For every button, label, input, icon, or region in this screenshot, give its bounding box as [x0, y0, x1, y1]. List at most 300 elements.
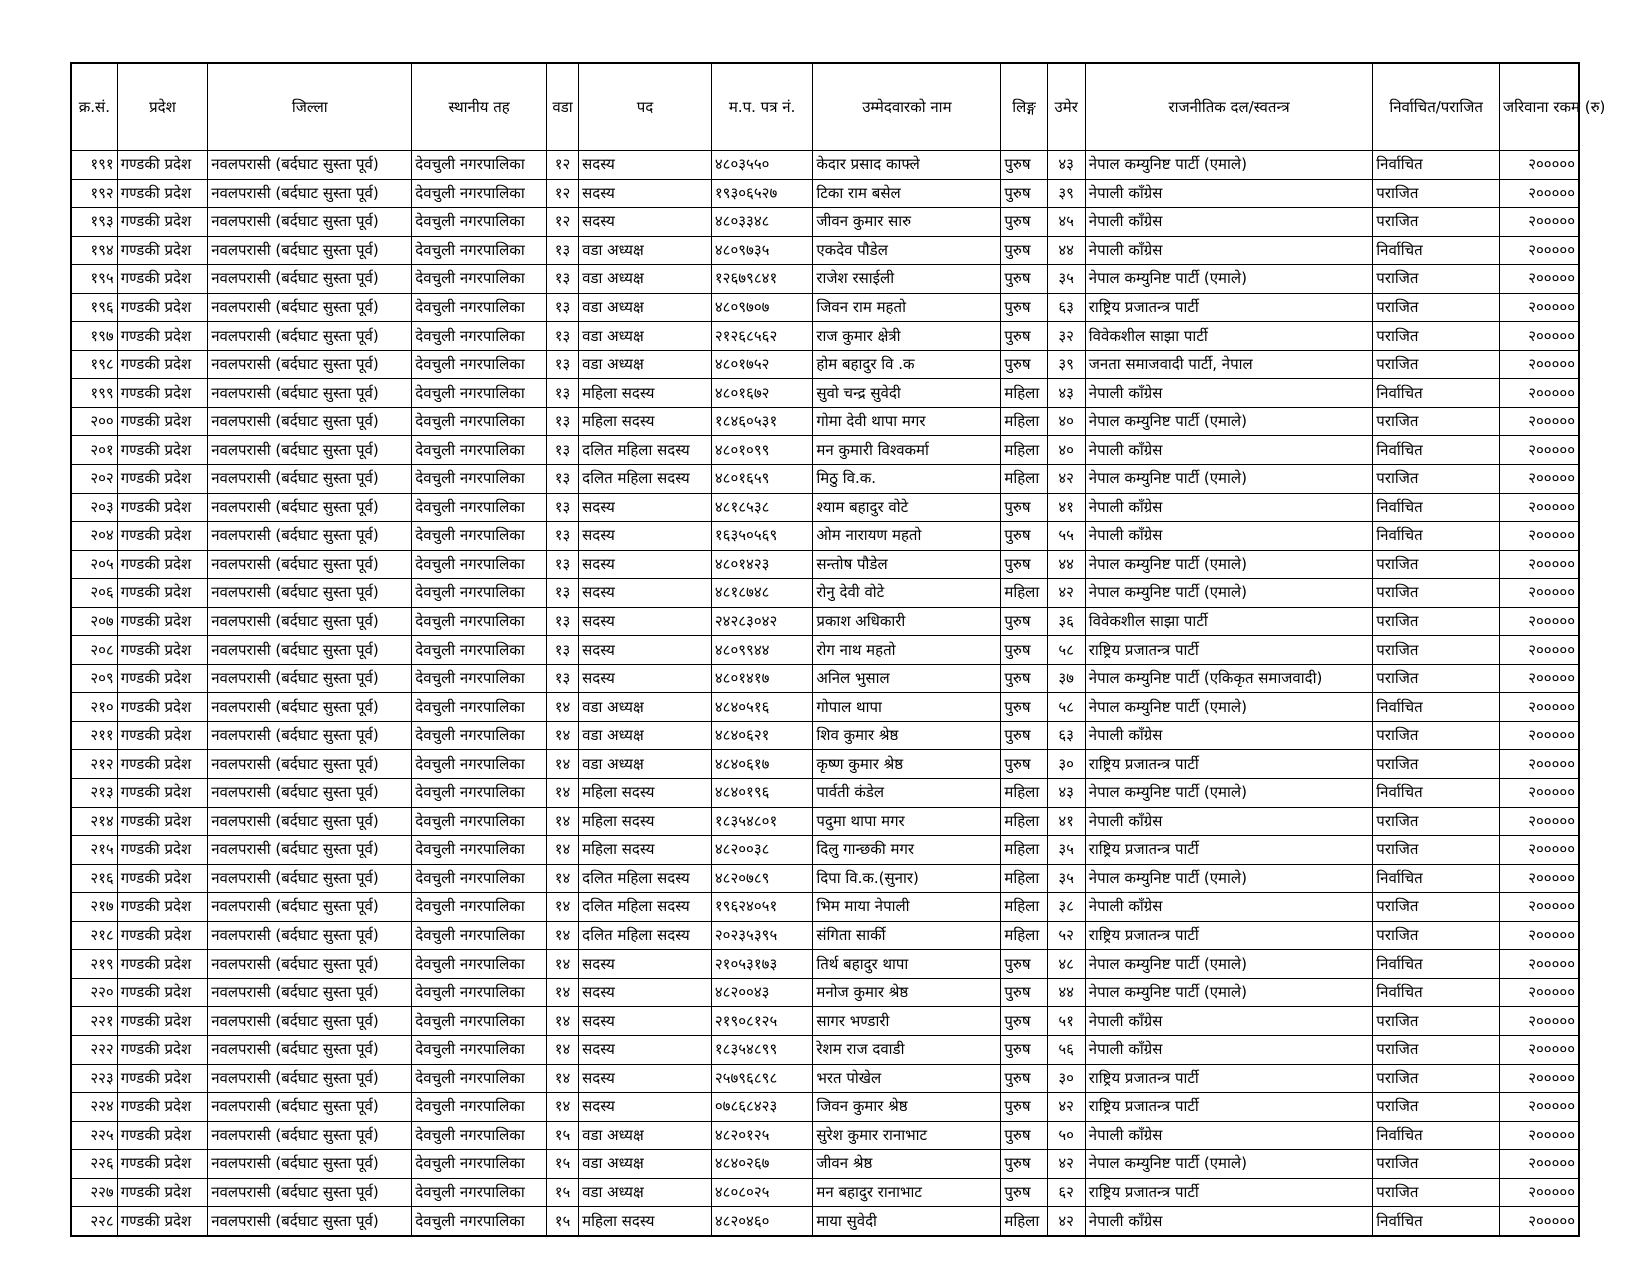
gender-cell: पुरुष	[1001, 664, 1047, 693]
post-cell: वडा अध्यक्ष	[579, 721, 712, 750]
province-cell: गण्डकी प्रदेश	[117, 493, 207, 522]
province-cell: गण्डकी प्रदेश	[117, 322, 207, 351]
result-cell: पराजित	[1373, 465, 1500, 494]
gender-cell: पुरुष	[1001, 1007, 1047, 1036]
gender-cell: पुरुष	[1001, 522, 1047, 551]
local-level-cell: देवचुली नगरपालिका	[412, 1121, 547, 1150]
result-cell: पराजित	[1373, 807, 1500, 836]
fine-amount-cell: २०००००	[1499, 978, 1579, 1007]
candidate-name-cell: सागर भण्डारी	[813, 1007, 1001, 1036]
age-cell: ४२	[1047, 579, 1085, 608]
district-cell: नवलपरासी (बर्दघाट सुस्ता पूर्व)	[208, 350, 412, 379]
ward-cell: १४	[546, 1093, 578, 1122]
ward-cell: १३	[546, 322, 578, 351]
age-cell: ४०	[1047, 407, 1085, 436]
candidate-name-cell: टिका राम बसेल	[813, 179, 1001, 208]
ballot-no-cell: १९३०६५२७	[711, 179, 813, 208]
serial-cell: २११	[71, 721, 117, 750]
result-cell: पराजित	[1373, 407, 1500, 436]
fine-amount-cell: २०००००	[1499, 1207, 1579, 1236]
result-cell: निर्वाचित	[1373, 522, 1500, 551]
result-cell: पराजित	[1373, 664, 1500, 693]
post-cell: सदस्य	[579, 579, 712, 608]
local-level-cell: देवचुली नगरपालिका	[412, 807, 547, 836]
gender-cell: पुरुष	[1001, 151, 1047, 180]
age-cell: ४३	[1047, 779, 1085, 808]
candidate-name-cell: केदार प्रसाद काफ्ले	[813, 151, 1001, 180]
ballot-no-cell: ४८२००३८	[711, 836, 813, 865]
ward-cell: १२	[546, 151, 578, 180]
serial-cell: १९३	[71, 208, 117, 237]
post-cell: महिला सदस्य	[579, 1207, 712, 1236]
result-cell: निर्वाचित	[1373, 864, 1500, 893]
candidate-name-cell: दिपा वि.क.(सुनार)	[813, 864, 1001, 893]
result-cell: निर्वाचित	[1373, 950, 1500, 979]
local-level-cell: देवचुली नगरपालिका	[412, 379, 547, 408]
age-cell: ३६	[1047, 607, 1085, 636]
age-cell: ४०	[1047, 436, 1085, 465]
post-cell: महिला सदस्य	[579, 407, 712, 436]
serial-cell: १९७	[71, 322, 117, 351]
ballot-no-cell: १९६२४०५१	[711, 893, 813, 922]
fine-amount-cell: २०००००	[1499, 1178, 1579, 1207]
table-row	[71, 693, 1579, 722]
ballot-no-cell: १८३५४८९९	[711, 1035, 813, 1064]
age-cell: ३०	[1047, 750, 1085, 779]
province-cell: गण्डकी प्रदेश	[117, 693, 207, 722]
table-row	[71, 407, 1579, 436]
party-cell: नेपाल कम्युनिष्ट पार्टी (एमाले)	[1085, 864, 1373, 893]
fine-amount-cell: २०००००	[1499, 379, 1579, 408]
party-cell: नेपाली काँग्रेस	[1085, 807, 1373, 836]
ballot-no-cell: ४८०३३४८	[711, 208, 813, 237]
ward-cell: १४	[546, 950, 578, 979]
candidate-name-cell: जिवन राम महतो	[813, 293, 1001, 322]
district-cell: नवलपरासी (बर्दघाट सुस्ता पूर्व)	[208, 836, 412, 865]
post-cell: सदस्य	[579, 151, 712, 180]
age-cell: ४१	[1047, 493, 1085, 522]
age-cell: ६३	[1047, 293, 1085, 322]
ballot-no-cell: ४८०९७०७	[711, 293, 813, 322]
post-cell: वडा अध्यक्ष	[579, 1150, 712, 1179]
fine-amount-cell: २०००००	[1499, 322, 1579, 351]
post-cell: वडा अध्यक्ष	[579, 1121, 712, 1150]
serial-cell: १९२	[71, 179, 117, 208]
table-row	[71, 322, 1579, 351]
candidate-name-cell: भिम माया नेपाली	[813, 893, 1001, 922]
local-level-cell: देवचुली नगरपालिका	[412, 750, 547, 779]
party-cell: राष्ट्रिय प्रजातन्त्र पार्टी	[1085, 836, 1373, 865]
table-row	[71, 893, 1579, 922]
result-cell: निर्वाचित	[1373, 493, 1500, 522]
serial-cell: २१६	[71, 864, 117, 893]
party-cell: नेपाल कम्युनिष्ट पार्टी (एमाले)	[1085, 151, 1373, 180]
serial-cell: २२२	[71, 1035, 117, 1064]
age-cell: ३५	[1047, 864, 1085, 893]
serial-cell: २०७	[71, 607, 117, 636]
fine-amount-cell: २०००००	[1499, 579, 1579, 608]
district-cell: नवलपरासी (बर्दघाट सुस्ता पूर्व)	[208, 151, 412, 180]
province-cell: गण्डकी प्रदेश	[117, 579, 207, 608]
serial-cell: १९१	[71, 151, 117, 180]
gender-cell: पुरुष	[1001, 750, 1047, 779]
fine-amount-cell: २०००००	[1499, 607, 1579, 636]
col-ballot-no-header: म.प. पत्र नं.	[711, 63, 813, 151]
ward-cell: १४	[546, 836, 578, 865]
serial-cell: २०२	[71, 465, 117, 494]
gender-cell: पुरुष	[1001, 236, 1047, 265]
ward-cell: १३	[546, 350, 578, 379]
province-cell: गण्डकी प्रदेश	[117, 1207, 207, 1236]
ward-cell: १३	[546, 293, 578, 322]
party-cell: नेपाल कम्युनिष्ट पार्टी (एमाले)	[1085, 465, 1373, 494]
district-cell: नवलपरासी (बर्दघाट सुस्ता पूर्व)	[208, 693, 412, 722]
ballot-no-cell: १२६७९८४१	[711, 265, 813, 294]
district-cell: नवलपरासी (बर्दघाट सुस्ता पूर्व)	[208, 179, 412, 208]
serial-cell: २०५	[71, 550, 117, 579]
result-cell: निर्वाचित	[1373, 436, 1500, 465]
result-cell: निर्वाचित	[1373, 693, 1500, 722]
gender-cell: पुरुष	[1001, 1035, 1047, 1064]
serial-cell: २००	[71, 407, 117, 436]
serial-cell: २२३	[71, 1064, 117, 1093]
candidate-name-cell: दिलु गान्छकी मगर	[813, 836, 1001, 865]
province-cell: गण्डकी प्रदेश	[117, 607, 207, 636]
ballot-no-cell: २४२८३०४२	[711, 607, 813, 636]
ward-cell: १४	[546, 864, 578, 893]
district-cell: नवलपरासी (बर्दघाट सुस्ता पूर्व)	[208, 1007, 412, 1036]
ballot-no-cell: ४८२०१२५	[711, 1121, 813, 1150]
district-cell: नवलपरासी (बर्दघाट सुस्ता पूर्व)	[208, 807, 412, 836]
ward-cell: १४	[546, 978, 578, 1007]
ballot-no-cell: ४८०१६५९	[711, 465, 813, 494]
gender-cell: महिला	[1001, 436, 1047, 465]
result-cell: निर्वाचित	[1373, 236, 1500, 265]
ballot-no-cell: ४८४०६१७	[711, 750, 813, 779]
post-cell: वडा अध्यक्ष	[579, 750, 712, 779]
district-cell: नवलपरासी (बर्दघाट सुस्ता पूर्व)	[208, 750, 412, 779]
ward-cell: १५	[546, 1121, 578, 1150]
party-cell: नेपाली काँग्रेस	[1085, 522, 1373, 551]
result-cell: निर्वाचित	[1373, 779, 1500, 808]
age-cell: ४८	[1047, 950, 1085, 979]
party-cell: नेपाल कम्युनिष्ट पार्टी (एमाले)	[1085, 950, 1373, 979]
candidate-name-cell: पार्वती कंडेल	[813, 779, 1001, 808]
ballot-no-cell: ४८४०१९६	[711, 779, 813, 808]
province-cell: गण्डकी प्रदेश	[117, 1007, 207, 1036]
candidate-name-cell: अनिल भुसाल	[813, 664, 1001, 693]
results-table	[70, 62, 1606, 1237]
age-cell: ५०	[1047, 1121, 1085, 1150]
header-row	[71, 63, 1579, 151]
serial-cell: २१८	[71, 921, 117, 950]
post-cell: सदस्य	[579, 522, 712, 551]
serial-cell: २०४	[71, 522, 117, 551]
post-cell: वडा अध्यक्ष	[579, 293, 712, 322]
serial-cell: २२६	[71, 1150, 117, 1179]
age-cell: ४४	[1047, 236, 1085, 265]
post-cell: सदस्य	[579, 208, 712, 237]
province-cell: गण्डकी प्रदेश	[117, 265, 207, 294]
fine-amount-cell: २०००००	[1499, 208, 1579, 237]
district-cell: नवलपरासी (बर्दघाट सुस्ता पूर्व)	[208, 1207, 412, 1236]
result-cell: पराजित	[1373, 1035, 1500, 1064]
local-level-cell: देवचुली नगरपालिका	[412, 522, 547, 551]
result-cell: पराजित	[1373, 1178, 1500, 1207]
serial-cell: २१७	[71, 893, 117, 922]
ballot-no-cell: ४८०१०९९	[711, 436, 813, 465]
serial-cell: १९५	[71, 265, 117, 294]
district-cell: नवलपरासी (बर्दघाट सुस्ता पूर्व)	[208, 208, 412, 237]
candidate-name-cell: होम बहादुर वि .क	[813, 350, 1001, 379]
gender-cell: महिला	[1001, 407, 1047, 436]
age-cell: ४४	[1047, 978, 1085, 1007]
gender-cell: महिला	[1001, 465, 1047, 494]
result-cell: पराजित	[1373, 721, 1500, 750]
age-cell: ६३	[1047, 721, 1085, 750]
table-row	[71, 1150, 1579, 1179]
post-cell: वडा अध्यक्ष	[579, 350, 712, 379]
candidate-name-cell: श्याम बहादुर वोटे	[813, 493, 1001, 522]
post-cell: महिला सदस्य	[579, 807, 712, 836]
party-cell: नेपाल कम्युनिष्ट पार्टी (एमाले)	[1085, 550, 1373, 579]
table-row	[71, 1121, 1579, 1150]
local-level-cell: देवचुली नगरपालिका	[412, 893, 547, 922]
table-row	[71, 208, 1579, 237]
fine-amount-cell: २०००००	[1499, 893, 1579, 922]
local-level-cell: देवचुली नगरपालिका	[412, 465, 547, 494]
district-cell: नवलपरासी (बर्दघाट सुस्ता पूर्व)	[208, 607, 412, 636]
local-level-cell: देवचुली नगरपालिका	[412, 864, 547, 893]
party-cell: राष्ट्रिय प्रजातन्त्र पार्टी	[1085, 1064, 1373, 1093]
serial-cell: २०३	[71, 493, 117, 522]
result-cell: निर्वाचित	[1373, 1121, 1500, 1150]
province-cell: गण्डकी प्रदेश	[117, 779, 207, 808]
ballot-no-cell: २१९०८१२५	[711, 1007, 813, 1036]
age-cell: ४२	[1047, 1207, 1085, 1236]
post-cell: महिला सदस्य	[579, 836, 712, 865]
gender-cell: पुरुष	[1001, 350, 1047, 379]
ward-cell: १४	[546, 893, 578, 922]
local-level-cell: देवचुली नगरपालिका	[412, 436, 547, 465]
candidate-name-cell: सुवो चन्द्र सुवेदी	[813, 379, 1001, 408]
ward-cell: १४	[546, 921, 578, 950]
fine-amount-cell: २०००००	[1499, 836, 1579, 865]
province-cell: गण्डकी प्रदेश	[117, 465, 207, 494]
table-row	[71, 636, 1579, 665]
table-row	[71, 779, 1579, 808]
age-cell: ३९	[1047, 179, 1085, 208]
candidate-name-cell: जिवन कुमार श्रेष्ठ	[813, 1093, 1001, 1122]
party-cell: नेपाल कम्युनिष्ट पार्टी (एमाले)	[1085, 407, 1373, 436]
party-cell: नेपाली काँग्रेस	[1085, 436, 1373, 465]
post-cell: सदस्य	[579, 978, 712, 1007]
ward-cell: १४	[546, 1007, 578, 1036]
district-cell: नवलपरासी (बर्दघाट सुस्ता पूर्व)	[208, 1121, 412, 1150]
fine-amount-cell: २०००००	[1499, 151, 1579, 180]
serial-cell: २२१	[71, 1007, 117, 1036]
ward-cell: १३	[546, 636, 578, 665]
district-cell: नवलपरासी (बर्दघाट सुस्ता पूर्व)	[208, 1064, 412, 1093]
ward-cell: १४	[546, 693, 578, 722]
candidate-name-cell: राज कुमार क्षेत्री	[813, 322, 1001, 351]
province-cell: गण्डकी प्रदेश	[117, 293, 207, 322]
local-level-cell: देवचुली नगरपालिका	[412, 493, 547, 522]
col-province-header: प्रदेश	[117, 63, 207, 151]
post-cell: सदस्य	[579, 636, 712, 665]
province-cell: गण्डकी प्रदेश	[117, 550, 207, 579]
age-cell: ३७	[1047, 664, 1085, 693]
local-level-cell: देवचुली नगरपालिका	[412, 208, 547, 237]
party-cell: विवेकशील साझा पार्टी	[1085, 322, 1373, 351]
local-level-cell: देवचुली नगरपालिका	[412, 1064, 547, 1093]
fine-amount-cell: २०००००	[1499, 1093, 1579, 1122]
ballot-no-cell: ४८१८५३८	[711, 493, 813, 522]
ward-cell: १३	[546, 379, 578, 408]
district-cell: नवलपरासी (बर्दघाट सुस्ता पूर्व)	[208, 293, 412, 322]
result-cell: निर्वाचित	[1373, 1207, 1500, 1236]
party-cell: नेपाली काँग्रेस	[1085, 1207, 1373, 1236]
gender-cell: पुरुष	[1001, 1064, 1047, 1093]
table-row	[71, 350, 1579, 379]
fine-amount-cell: २०००००	[1499, 779, 1579, 808]
table-body	[71, 151, 1579, 1236]
fine-amount-cell: २०००००	[1499, 636, 1579, 665]
table-row	[71, 950, 1579, 979]
age-cell: ६२	[1047, 1178, 1085, 1207]
result-cell: पराजित	[1373, 921, 1500, 950]
local-level-cell: देवचुली नगरपालिका	[412, 236, 547, 265]
gender-cell: महिला	[1001, 807, 1047, 836]
serial-cell: २०६	[71, 579, 117, 608]
serial-cell: १९९	[71, 379, 117, 408]
age-cell: ४१	[1047, 807, 1085, 836]
district-cell: नवलपरासी (बर्दघाट सुस्ता पूर्व)	[208, 921, 412, 950]
ward-cell: १५	[546, 1178, 578, 1207]
party-cell: जनता समाजवादी पार्टी, नेपाल	[1085, 350, 1373, 379]
result-cell: पराजित	[1373, 836, 1500, 865]
province-cell: गण्डकी प्रदेश	[117, 350, 207, 379]
age-cell: ३५	[1047, 265, 1085, 294]
post-cell: सदस्य	[579, 607, 712, 636]
col-gender-header: लिङ्ग	[1001, 63, 1047, 151]
ballot-no-cell: १८३५४८०१	[711, 807, 813, 836]
fine-amount-cell: २०००००	[1499, 1035, 1579, 1064]
province-cell: गण्डकी प्रदेश	[117, 436, 207, 465]
candidate-name-cell: संगिता सार्की	[813, 921, 1001, 950]
district-cell: नवलपरासी (बर्दघाट सुस्ता पूर्व)	[208, 1150, 412, 1179]
fine-amount-cell: २०००००	[1499, 265, 1579, 294]
local-level-cell: देवचुली नगरपालिका	[412, 721, 547, 750]
table-row	[71, 836, 1579, 865]
candidate-name-cell: जीवन कुमार सारु	[813, 208, 1001, 237]
district-cell: नवलपरासी (बर्दघाट सुस्ता पूर्व)	[208, 493, 412, 522]
gender-cell: पुरुष	[1001, 293, 1047, 322]
party-cell: नेपाली काँग्रेस	[1085, 379, 1373, 408]
result-cell: पराजित	[1373, 636, 1500, 665]
gender-cell: पुरुष	[1001, 1178, 1047, 1207]
party-cell: नेपाल कम्युनिष्ट पार्टी (एमाले)	[1085, 265, 1373, 294]
gender-cell: पुरुष	[1001, 1121, 1047, 1150]
gender-cell: पुरुष	[1001, 950, 1047, 979]
age-cell: ३८	[1047, 893, 1085, 922]
table-row	[71, 864, 1579, 893]
party-cell: राष्ट्रिय प्रजातन्त्र पार्टी	[1085, 293, 1373, 322]
table-row	[71, 721, 1579, 750]
post-cell: वडा अध्यक्ष	[579, 322, 712, 351]
serial-cell: २२७	[71, 1178, 117, 1207]
province-cell: गण्डकी प्रदेश	[117, 208, 207, 237]
ward-cell: १३	[546, 236, 578, 265]
party-cell: नेपाल कम्युनिष्ट पार्टी (एमाले)	[1085, 1150, 1373, 1179]
gender-cell: पुरुष	[1001, 607, 1047, 636]
ward-cell: १३	[546, 522, 578, 551]
table-row	[71, 1064, 1579, 1093]
party-cell: नेपाली काँग्रेस	[1085, 893, 1373, 922]
ballot-no-cell: ४८०९७३५	[711, 236, 813, 265]
gender-cell: पुरुष	[1001, 636, 1047, 665]
post-cell: सदस्य	[579, 1093, 712, 1122]
fine-amount-cell: २०००००	[1499, 436, 1579, 465]
age-cell: ५१	[1047, 1007, 1085, 1036]
fine-amount-cell: २०००००	[1499, 1121, 1579, 1150]
district-cell: नवलपरासी (बर्दघाट सुस्ता पूर्व)	[208, 978, 412, 1007]
province-cell: गण्डकी प्रदेश	[117, 1178, 207, 1207]
local-level-cell: देवचुली नगरपालिका	[412, 1035, 547, 1064]
party-cell: नेपाल कम्युनिष्ट पार्टी (एमाले)	[1085, 693, 1373, 722]
fine-amount-cell: २०००००	[1499, 1150, 1579, 1179]
gender-cell: पुरुष	[1001, 265, 1047, 294]
age-cell: ४५	[1047, 208, 1085, 237]
serial-cell: २२४	[71, 1093, 117, 1122]
local-level-cell: देवचुली नगरपालिका	[412, 265, 547, 294]
province-cell: गण्डकी प्रदेश	[117, 379, 207, 408]
col-age-header: उमेर	[1047, 63, 1085, 151]
district-cell: नवलपरासी (बर्दघाट सुस्ता पूर्व)	[208, 236, 412, 265]
gender-cell: महिला	[1001, 379, 1047, 408]
candidate-name-cell: भरत पोखेल	[813, 1064, 1001, 1093]
province-cell: गण्डकी प्रदेश	[117, 864, 207, 893]
serial-cell: २१९	[71, 950, 117, 979]
local-level-cell: देवचुली नगरपालिका	[412, 1150, 547, 1179]
party-cell: नेपाली काँग्रेस	[1085, 179, 1373, 208]
party-cell: विवेकशील साझा पार्टी	[1085, 607, 1373, 636]
candidate-name-cell: शिव कुमार श्रेष्ठ	[813, 721, 1001, 750]
ward-cell: १३	[546, 265, 578, 294]
result-cell: पराजित	[1373, 208, 1500, 237]
candidate-name-cell: माया सुवेदी	[813, 1207, 1001, 1236]
party-cell: नेपाली काँग्रेस	[1085, 236, 1373, 265]
post-cell: दलित महिला सदस्य	[579, 436, 712, 465]
table-row	[71, 436, 1579, 465]
district-cell: नवलपरासी (बर्दघाट सुस्ता पूर्व)	[208, 379, 412, 408]
local-level-cell: देवचुली नगरपालिका	[412, 579, 547, 608]
result-cell: पराजित	[1373, 550, 1500, 579]
fine-amount-cell: २०००००	[1499, 522, 1579, 551]
col-serial-header: क्र.सं.	[71, 63, 117, 151]
province-cell: गण्डकी प्रदेश	[117, 978, 207, 1007]
post-cell: वडा अध्यक्ष	[579, 1178, 712, 1207]
ballot-no-cell: २५७९६८९८	[711, 1064, 813, 1093]
district-cell: नवलपरासी (बर्दघाट सुस्ता पूर्व)	[208, 550, 412, 579]
fine-amount-cell: २०००००	[1499, 664, 1579, 693]
age-cell: ३९	[1047, 350, 1085, 379]
serial-cell: २२५	[71, 1121, 117, 1150]
ward-cell: १३	[546, 407, 578, 436]
col-party-header: राजनीतिक दल/स्वतन्त्र	[1085, 63, 1373, 151]
province-cell: गण्डकी प्रदेश	[117, 522, 207, 551]
ballot-no-cell: ४८४०६२१	[711, 721, 813, 750]
